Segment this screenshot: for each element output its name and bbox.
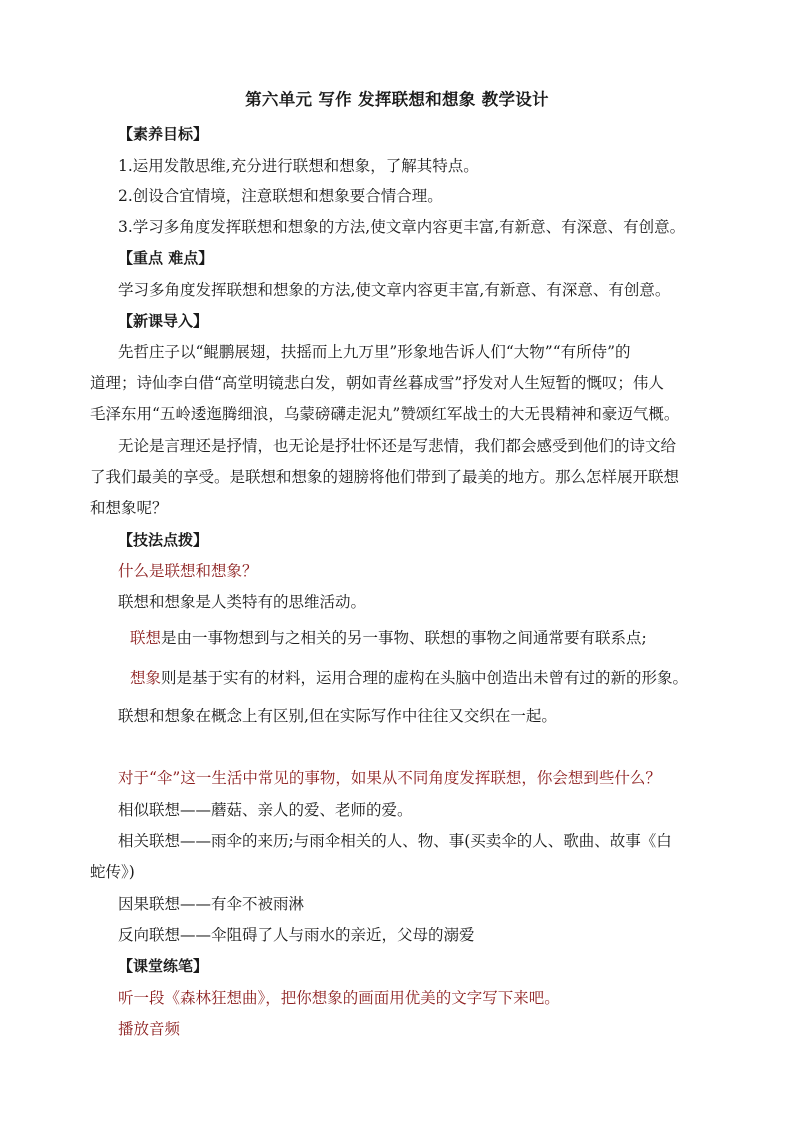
section-heading-goals: 【素养目标】 — [118, 125, 209, 143]
intro-p1-line-1: 先哲庄子以“鲲鹏展翅，扶摇而上九万里”形象地告诉人们“大物”“有所侍”的 — [118, 343, 631, 361]
goal-item-3: 3.学习多角度发挥联想和想象的方法,使文章内容更丰富,有新意、有深意、有创意。 — [118, 218, 686, 236]
association-text: 是由一事物想到与之相关的另一事物、联想的事物之间通常要有联系点; — [161, 629, 647, 647]
goal-item-1: 1.运用发散思维,充分进行联想和想象，了解其特点。 — [118, 157, 479, 175]
causal-association: 因果联想——有伞不被雨淋 — [118, 895, 305, 913]
association-definition — [130, 628, 647, 648]
skills-definition: 联想和想象是人类特有的思维活动。 — [118, 593, 367, 611]
imagination-term: 想象 — [130, 669, 162, 687]
document-title: 第六单元 写作 发挥联想和想象 教学设计 — [245, 90, 549, 109]
section-heading-practice: 【课堂练笔】 — [118, 957, 209, 975]
intro-p1-line-2: 道理；诗仙李白借“高堂明镜悲白发，朝如青丝暮成雪”抒发对人生短暂的慨叹；伟人 — [90, 374, 664, 392]
intro-p2-line-2: 了我们最美的享受。是联想和想象的翅膀将他们带到了最美的地方。那么怎样展开联想 — [90, 468, 680, 486]
related-association-line-2: 蛇传》) — [90, 863, 135, 881]
similar-association: 相似联想——蘑菇、亲人的爱、老师的爱。 — [118, 801, 413, 819]
intro-p2-line-1: 无论是言理还是抒情，也无论是抒壮怀还是写悲情，我们都会感受到他们的诗文给 — [118, 437, 677, 455]
section-heading-keypoints: 【重点 难点】 — [118, 249, 214, 267]
imagination-text: 则是基于实有的材料，运用合理的虚构在头脑中创造出未曾有过的新的形象。 — [161, 669, 689, 687]
section-heading-intro: 【新课导入】 — [118, 312, 209, 330]
skills-question: 什么是联想和想象？ — [118, 562, 258, 580]
reverse-association: 反向联想——伞阻碍了人与雨水的亲近，父母的溺爱 — [118, 926, 475, 944]
imagination-definition — [130, 668, 688, 688]
intro-p2-line-3: 和想象呢？ — [90, 499, 168, 517]
skills-difference: 联想和想象在概念上有区别,但在实际写作中往往又交织在一起。 — [118, 707, 557, 725]
goal-item-2: 2.创设合宜情境，注意联想和想象要合情合理。 — [118, 187, 443, 205]
association-term: 联想 — [130, 629, 162, 647]
related-association-line-1: 相关联想——雨伞的来历;与雨伞相关的人、物、事(买卖伞的人、歌曲、故事《白 — [118, 832, 672, 850]
umbrella-question: 对于“伞”这一生活中常见的事物，如果从不同角度发挥联想，你会想到些什么？ — [118, 769, 661, 787]
section-heading-skills: 【技法点拨】 — [118, 531, 209, 549]
play-audio-text: 播放音频 — [118, 1020, 181, 1038]
keypoints-text: 学习多角度发挥联想和想象的方法,使文章内容更丰富,有新意、有深意、有创意。 — [118, 281, 671, 299]
practice-task: 听一段《森林狂想曲》，把你想象的画面用优美的文字写下来吧。 — [118, 989, 560, 1007]
intro-p1-line-3: 毛泽东用“五岭逶迤腾细浪，乌蒙磅礴走泥丸”赞颂红军战士的大无畏精神和豪迈气概。 — [90, 405, 680, 423]
